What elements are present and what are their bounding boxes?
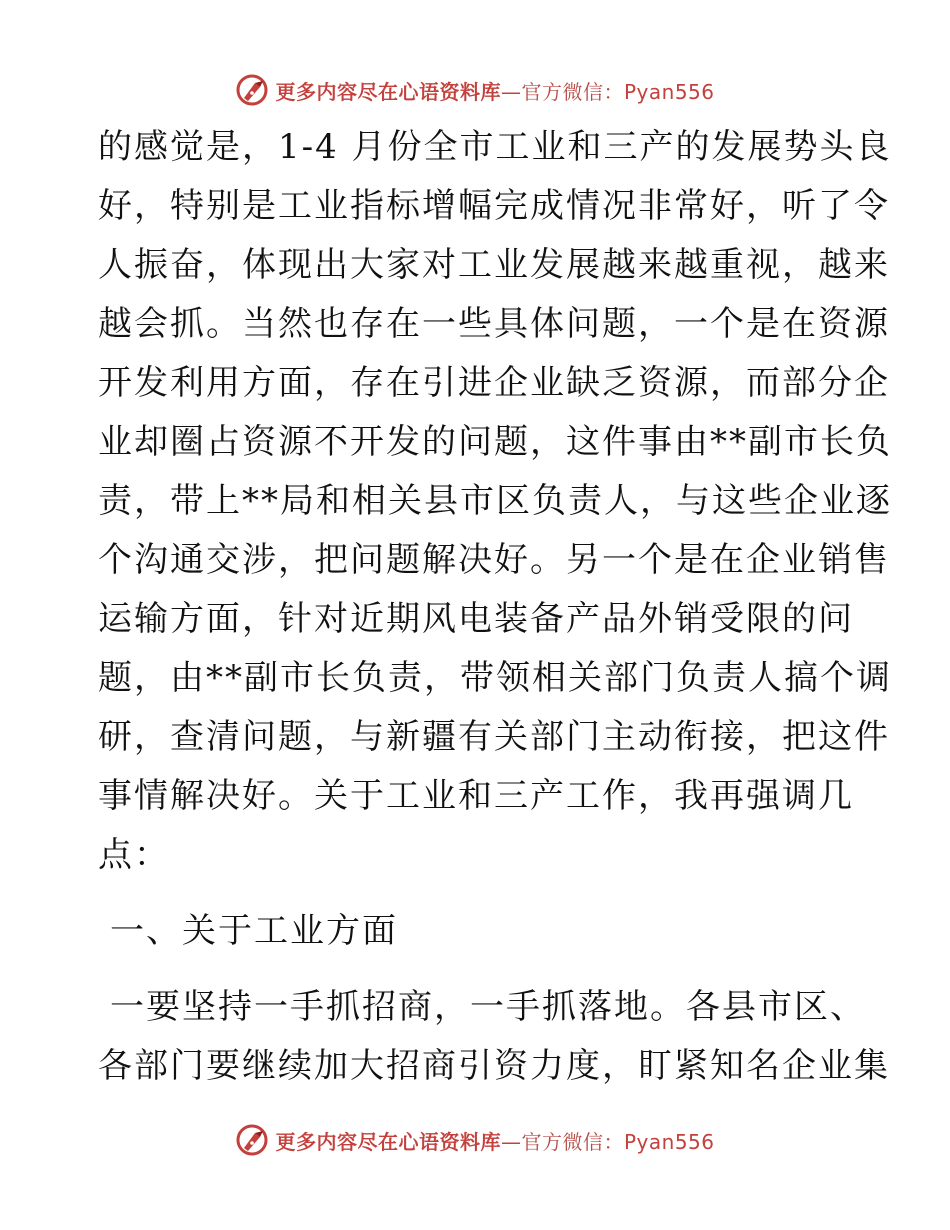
banner-main-text: 更多内容尽在心语资料库 (275, 1129, 501, 1154)
pen-nib-logo-icon (235, 73, 269, 107)
text-line: 的感觉是，1-4 月份全市工业和三产的发展势头良 (98, 127, 892, 167)
text-line: 业却圈占资源不开发的问题，这件事由**副市长负 (98, 422, 892, 462)
pen-nib-logo-icon (235, 1123, 269, 1157)
text-line: 各部门要继续加大招商引资力度，盯紧知名企业集 (98, 1046, 890, 1086)
banner-wechat-label: 官方微信： (521, 1129, 624, 1154)
section-heading: 一、关于工业方面 (110, 911, 398, 951)
text-line: 点： (98, 835, 170, 875)
banner-main-text: 更多内容尽在心语资料库 (275, 79, 501, 104)
text-line: 题，由**副市长负责，带领相关部门负责人搞个调 (98, 658, 892, 698)
text-line: 越会抓。当然也存在一些具体问题，一个是在资源 (98, 304, 890, 344)
text-line: 一要坚持一手抓招商，一手抓落地。各县市区、 (110, 987, 866, 1027)
text-line: 研，查清问题，与新疆有关部门主动衔接，把这件 (98, 717, 890, 757)
footer-banner-text (275, 1126, 714, 1155)
banner-wechat-label: 官方微信： (521, 79, 624, 104)
paragraph-gap (98, 885, 848, 902)
text-line: 责，带上**局和相关县市区负责人，与这些企业逐 (98, 481, 892, 521)
header-banner-text (275, 76, 714, 105)
text-line: 人振奋，体现出大家对工业发展越来越重视，越来 (98, 245, 890, 285)
paragraph-2 (98, 978, 890, 1096)
text-line: 个沟通交涉，把问题解决好。另一个是在企业销售 (98, 540, 890, 580)
header-banner (0, 70, 950, 110)
text-line: 开发利用方面，存在引进企业缺乏资源，而部分企 (98, 363, 890, 403)
banner-dash: — (500, 79, 522, 104)
banner-wechat-id: Pyan556 (623, 79, 715, 104)
text-line: 事情解决好。关于工业和三产工作，我再强调几 (98, 776, 854, 816)
banner-wechat-id: Pyan556 (623, 1129, 715, 1154)
paragraph-1 (98, 118, 892, 885)
text-line: 好，特别是工业指标增幅完成情况非常好，听了令 (98, 186, 890, 226)
document-body (98, 118, 892, 1096)
banner-dash: — (500, 1129, 522, 1154)
text-line: 运输方面，针对近期风电装备产品外销受限的问 (98, 599, 854, 639)
paragraph-gap (98, 961, 848, 978)
footer-banner (0, 1120, 950, 1160)
